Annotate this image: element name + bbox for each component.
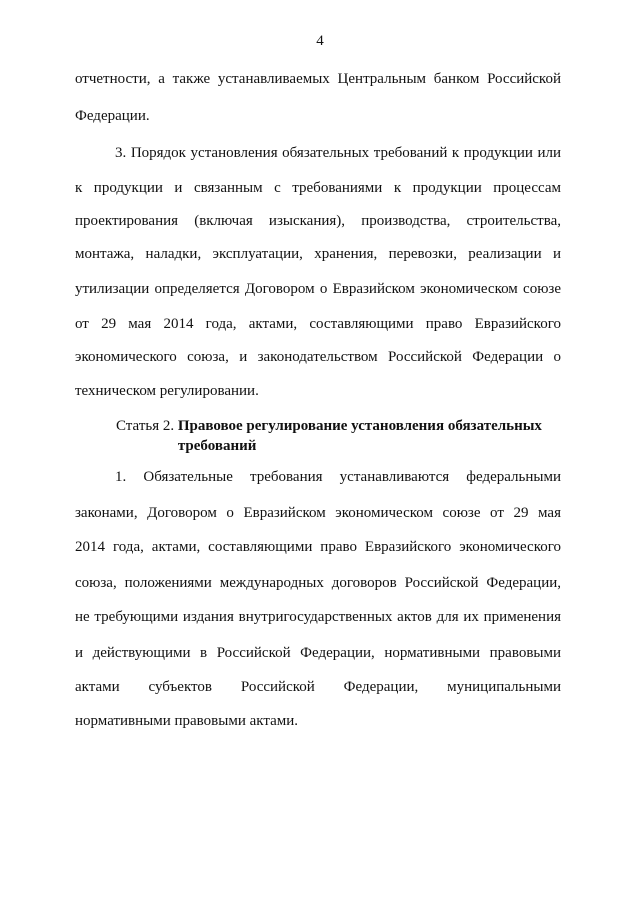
article-heading — [116, 416, 566, 456]
article-title-line-1: Правовое регулирование установления обязательных — [177, 418, 542, 434]
article-title — [178, 416, 548, 456]
article-title-line-2: требований — [177, 438, 257, 454]
point1-line-5: не требующими издания внутригосударственных актов для их применения — [75, 609, 561, 625]
point3-line-1: 3. Порядок установления обязательных требований к продукции или — [115, 145, 561, 161]
point1-line-1: 1. Обязательные требования устанавливаются федеральными — [115, 469, 561, 485]
point3-line-8: техническом регулировании. — [75, 383, 259, 399]
point1-line-2: законами, Договором о Евразийском экономическом союзе от 29 мая — [75, 505, 561, 521]
point1-line-3: 2014 года, актами, составляющими право Евразийского экономического — [75, 539, 561, 555]
point1-line-4: союза, положениями международных договоров Российской Федерации, — [75, 575, 561, 591]
intro-line-2: Федерации. — [75, 108, 150, 124]
point1-line-6: и действующими в Российской Федерации, нормативными правовыми — [75, 645, 561, 661]
point3-line-6: от 29 мая 2014 года, актами, составляющими право Евразийского — [75, 316, 561, 332]
point3-line-5: утилизации определяется Договором о Евразийском экономическом союзе — [75, 281, 561, 297]
point1-line-8: нормативными правовыми актами. — [75, 713, 299, 729]
page-number: 4 — [316, 33, 324, 49]
point3-line-3: проектирования (включая изыскания), производства, строительства, — [75, 213, 561, 229]
point3-line-7: экономического союза, и законодательством Российской Федерации о — [75, 349, 561, 365]
article-label: Статья 2. — [116, 418, 175, 434]
point3-line-2: к продукции и связанным с требованиями к продукции процессам — [75, 180, 561, 196]
point3-line-4: монтажа, наладки, эксплуатации, хранения, перевозки, реализации и — [75, 246, 561, 262]
intro-line-1: отчетности, а также устанавливаемых Центральным банком Российской — [75, 71, 561, 87]
point1-line-7: актами субъектов Российской Федерации, муниципальными — [75, 679, 561, 695]
